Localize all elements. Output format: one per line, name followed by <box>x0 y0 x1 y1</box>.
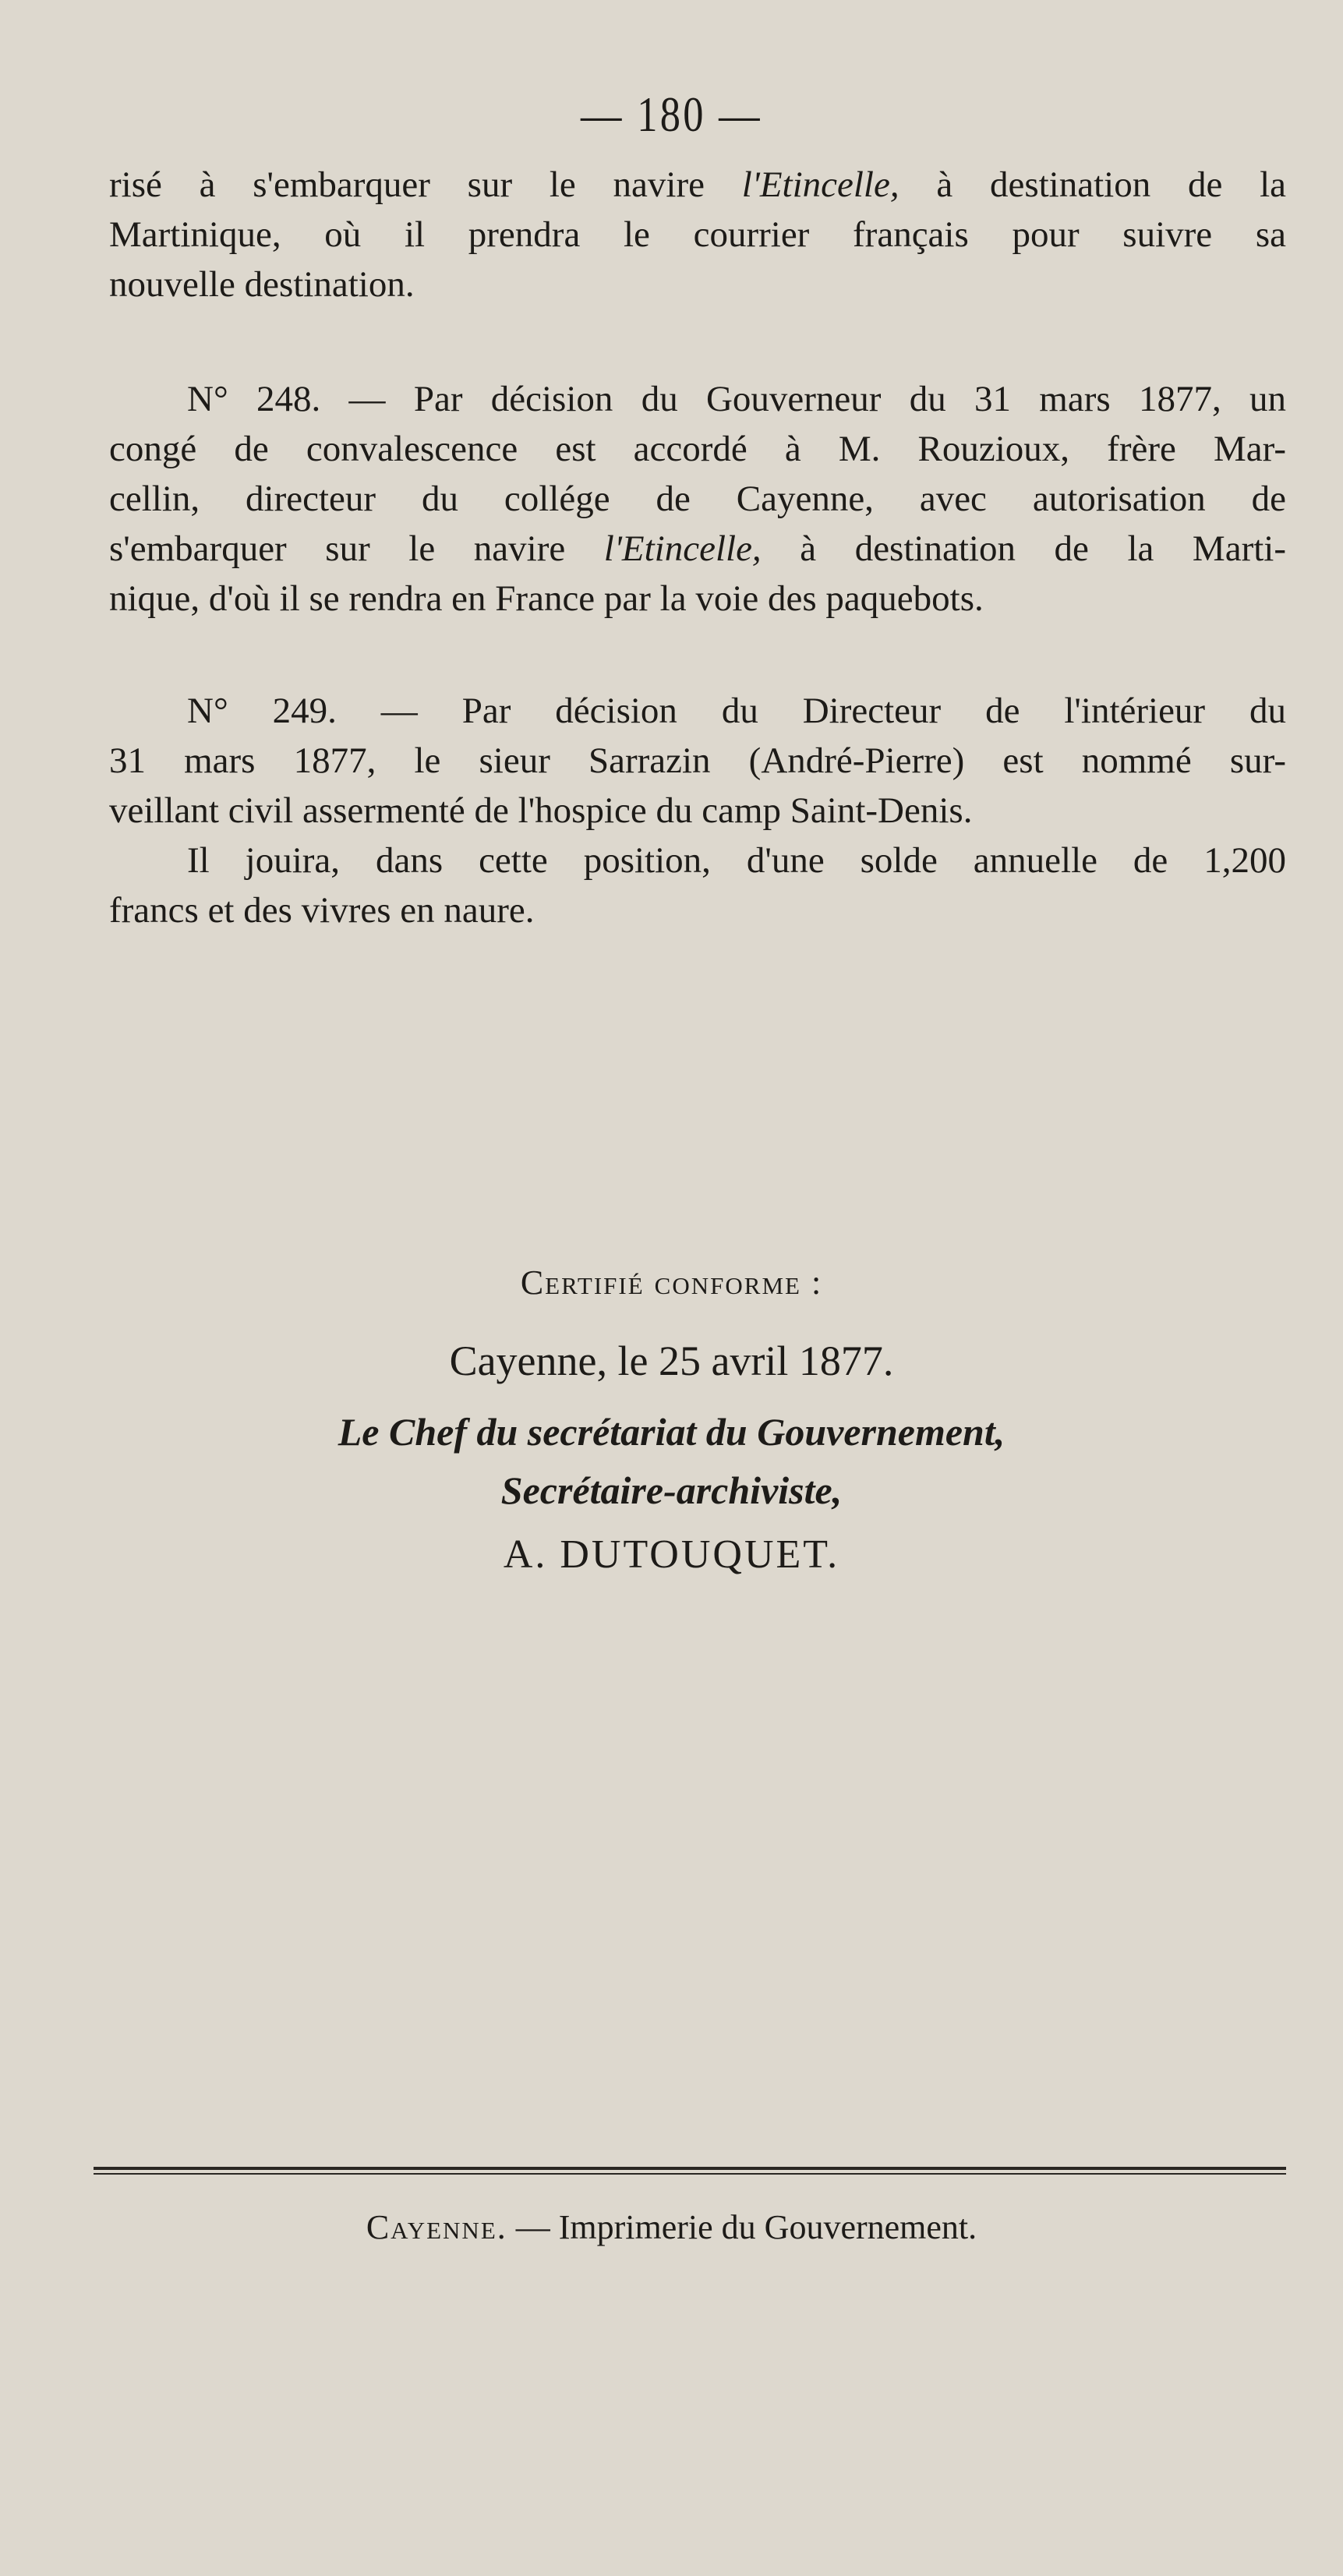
text-line: N° 248. — Par décision du Gouverneur du 31 mars 1877, un <box>187 379 1286 419</box>
text-line: cellin, directeur du collége de Cayenne, avec autorisation de <box>109 479 1286 519</box>
imprint-city: Cayenne. <box>366 2208 507 2246</box>
ship-name: l'Etincelle, <box>741 164 899 205</box>
text-line <box>109 160 1286 210</box>
text-line: nouvelle destination. <box>109 264 415 305</box>
text-line: congé de convalescence est accordé à M. Rouzioux, frère Mar- <box>109 429 1286 469</box>
text-span: à destination de la <box>936 164 1286 205</box>
certification-role: Secrétaire-archiviste, <box>500 1468 843 1512</box>
certification-signatory: A. DUTOUQUET. <box>503 1532 840 1577</box>
paragraph-entry-249 <box>109 686 1286 935</box>
text-line: 31 mars 1877, le sieur Sarrazin (André-Pierre) est nommé sur- <box>109 740 1286 781</box>
text-line <box>109 524 1286 574</box>
ship-name: l'Etincelle, <box>603 528 762 569</box>
text-line: francs et des vivres en naure. <box>109 890 535 931</box>
page-number: — 180 — <box>581 87 762 142</box>
paragraph-entry-248 <box>109 374 1286 624</box>
text-line: N° 249. — Par décision du Directeur de l'intérieur du <box>187 691 1286 731</box>
imprint-printer: — Imprimerie du Gouvernement. <box>515 2208 977 2246</box>
printer-imprint <box>0 2207 1343 2247</box>
text-line: Il jouira, dans cette position, d'une solde annuelle de 1,200 <box>187 840 1286 881</box>
certification-chief: Le Chef du secrétariat du Gouvernement, <box>338 1410 1005 1454</box>
text-span: à destination de la Marti- <box>800 528 1287 569</box>
certification-title: Certifié conforme : <box>520 1263 823 1302</box>
text-line: veillant civil assermenté de l'hospice du camp Saint-Denis. <box>109 790 973 831</box>
text-line: Martinique, où il prendra le courrier français pour suivre sa <box>109 214 1286 255</box>
text-span: risé à s'embarquer sur le navire <box>109 164 705 205</box>
certification-date: Cayenne, le 25 avril 1877. <box>449 1337 894 1384</box>
text-line: nique, d'où il se rendra en France par la voie des paquebots. <box>109 578 984 619</box>
text-span: s'embarquer sur le navire <box>109 528 566 569</box>
footer-divider <box>94 2167 1286 2175</box>
paragraph-continuation <box>109 160 1286 309</box>
